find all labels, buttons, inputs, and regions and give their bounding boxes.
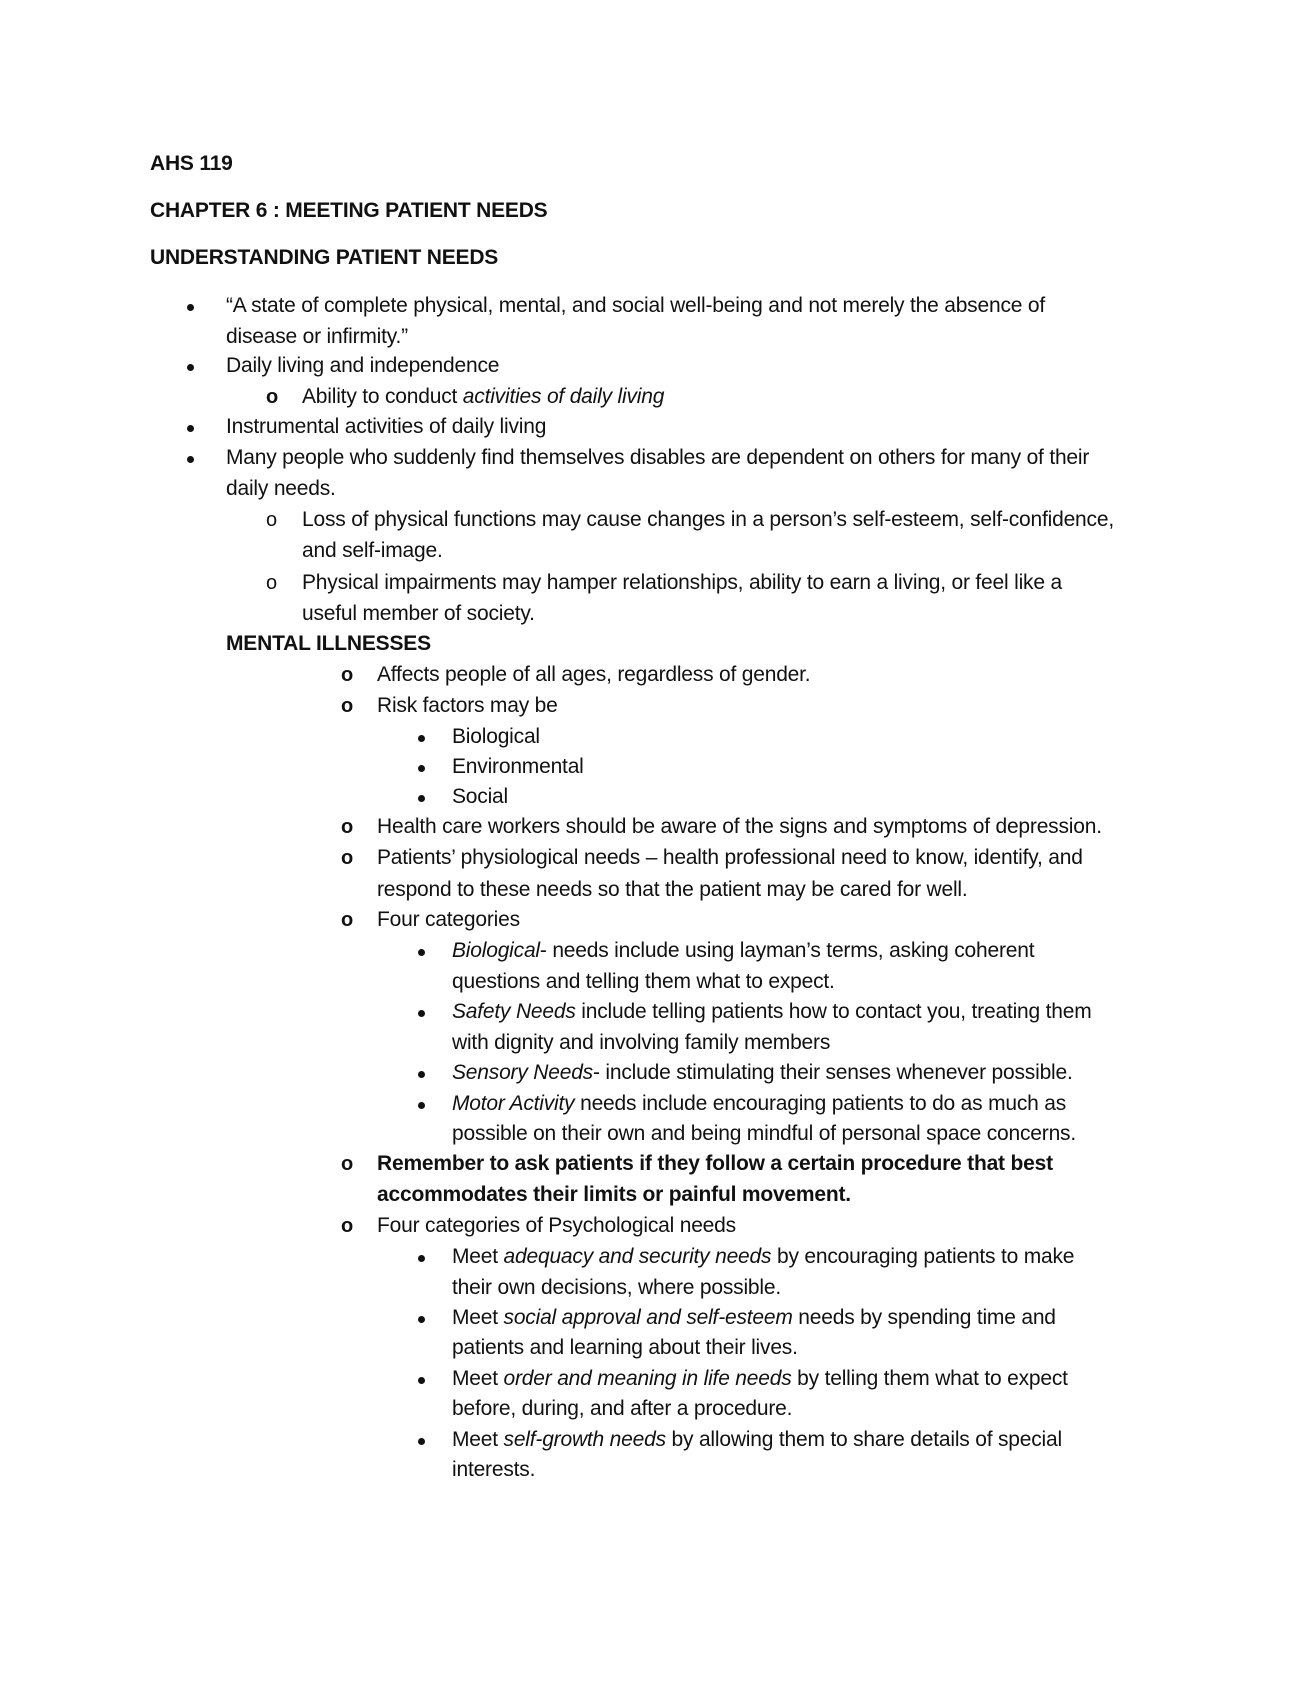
sub-bullet-marker: o xyxy=(341,1153,354,1175)
sub-bullet-marker: o xyxy=(266,572,278,594)
bullet-dot xyxy=(418,735,425,742)
sub-bullet-text: Loss of physical functions may cause changes in a person’s self-esteem, self-confidence, xyxy=(302,508,1114,531)
sub-bullet-text: useful member of society. xyxy=(302,602,535,625)
chapter-title: CHAPTER 6 : MEETING PATIENT NEEDS xyxy=(150,199,548,222)
sub-bullet-text: Ability to conduct activities of daily living xyxy=(302,385,665,408)
bullet-dot xyxy=(187,304,194,311)
risk-factor-item: Social xyxy=(452,785,508,808)
sub-bullet-marker: o xyxy=(266,509,278,531)
sub-bullet-marker: o xyxy=(341,664,354,686)
sub-bullet-marker: o xyxy=(341,1215,354,1237)
category-item: possible on their own and being mindful of personal space concerns. xyxy=(452,1122,1076,1145)
bullet-text: disease or infirmity.” xyxy=(226,325,408,348)
sub-bullet-marker: o xyxy=(341,695,354,717)
bullet-dot xyxy=(418,795,425,802)
reminder-text: accommodates their limits or painful movement. xyxy=(377,1183,851,1206)
category-item: Sensory Needs- include stimulating their senses whenever possible. xyxy=(452,1061,1073,1084)
category-item: questions and telling them what to expect. xyxy=(452,970,835,993)
psych-need-item: Meet adequacy and security needs by encouraging patients to make xyxy=(452,1245,1075,1268)
bullet-dot xyxy=(187,364,194,371)
sub-bullet-marker: o xyxy=(266,386,279,408)
psych-need-item: patients and learning about their lives. xyxy=(452,1336,798,1359)
psych-need-item: before, during, and after a procedure. xyxy=(452,1397,793,1420)
reminder-text: Remember to ask patients if they follow a certain procedure that best xyxy=(377,1152,1053,1175)
list-item-text: Affects people of all ages, regardless of gender. xyxy=(377,663,811,686)
sub-bullet-marker: o xyxy=(341,847,354,869)
bullet-dot xyxy=(418,1438,425,1445)
sub-bullet-marker: o xyxy=(341,816,354,838)
bullet-dot xyxy=(418,1255,425,1262)
bullet-dot xyxy=(418,1102,425,1109)
section-heading: UNDERSTANDING PATIENT NEEDS xyxy=(150,246,499,269)
list-item-text: Risk factors may be xyxy=(377,694,558,717)
bullet-dot xyxy=(187,456,194,463)
psych-need-item: Meet self-growth needs by allowing them to share details of special xyxy=(452,1428,1062,1451)
list-item-text: Four categories of Psychological needs xyxy=(377,1214,736,1237)
bullet-dot xyxy=(418,1010,425,1017)
category-item: with dignity and involving family members xyxy=(452,1031,831,1054)
bullet-dot xyxy=(418,1316,425,1323)
psych-need-item: interests. xyxy=(452,1458,536,1481)
psych-need-item: Meet order and meaning in life needs by telling them what to expect xyxy=(452,1367,1068,1390)
bullet-text: daily needs. xyxy=(226,477,336,500)
bullet-dot xyxy=(418,1071,425,1078)
category-item: Safety Needs include telling patients how to contact you, treating them xyxy=(452,1000,1092,1023)
bullet-text: “A state of complete physical, mental, and social well-being and not merely the absence of xyxy=(226,294,1045,317)
category-item: Biological- needs include using layman’s terms, asking coherent xyxy=(452,939,1035,962)
list-item-text: Patients’ physiological needs – health professional need to know, identify, and xyxy=(377,846,1083,869)
bullet-text: Daily living and independence xyxy=(226,354,500,377)
psych-need-item: Meet social approval and self-esteem needs by spending time and xyxy=(452,1306,1056,1329)
list-item-text: Health care workers should be aware of the signs and symptoms of depression. xyxy=(377,815,1102,838)
bullet-text: Many people who suddenly find themselves disables are dependent on others for many of their xyxy=(226,446,1090,469)
psych-need-item: their own decisions, where possible. xyxy=(452,1276,781,1299)
sub-bullet-text: Physical impairments may hamper relationships, ability to earn a living, or feel like a xyxy=(302,571,1062,594)
bullet-dot xyxy=(187,425,194,432)
list-item-text: respond to these needs so that the patient may be cared for well. xyxy=(377,878,968,901)
risk-factor-item: Biological xyxy=(452,725,540,748)
sub-bullet-text: and self-image. xyxy=(302,539,443,562)
bullet-dot xyxy=(418,949,425,956)
course-code: AHS 119 xyxy=(150,152,233,175)
risk-factor-item: Environmental xyxy=(452,755,584,778)
category-item: Motor Activity needs include encouraging patients to do as much as xyxy=(452,1092,1067,1115)
bullet-dot xyxy=(418,1377,425,1384)
mental-illnesses-heading: MENTAL ILLNESSES xyxy=(226,632,431,655)
list-item-text: Four categories xyxy=(377,908,520,931)
bullet-dot xyxy=(418,765,425,772)
bullet-text: Instrumental activities of daily living xyxy=(226,415,547,438)
sub-bullet-marker: o xyxy=(341,909,354,931)
